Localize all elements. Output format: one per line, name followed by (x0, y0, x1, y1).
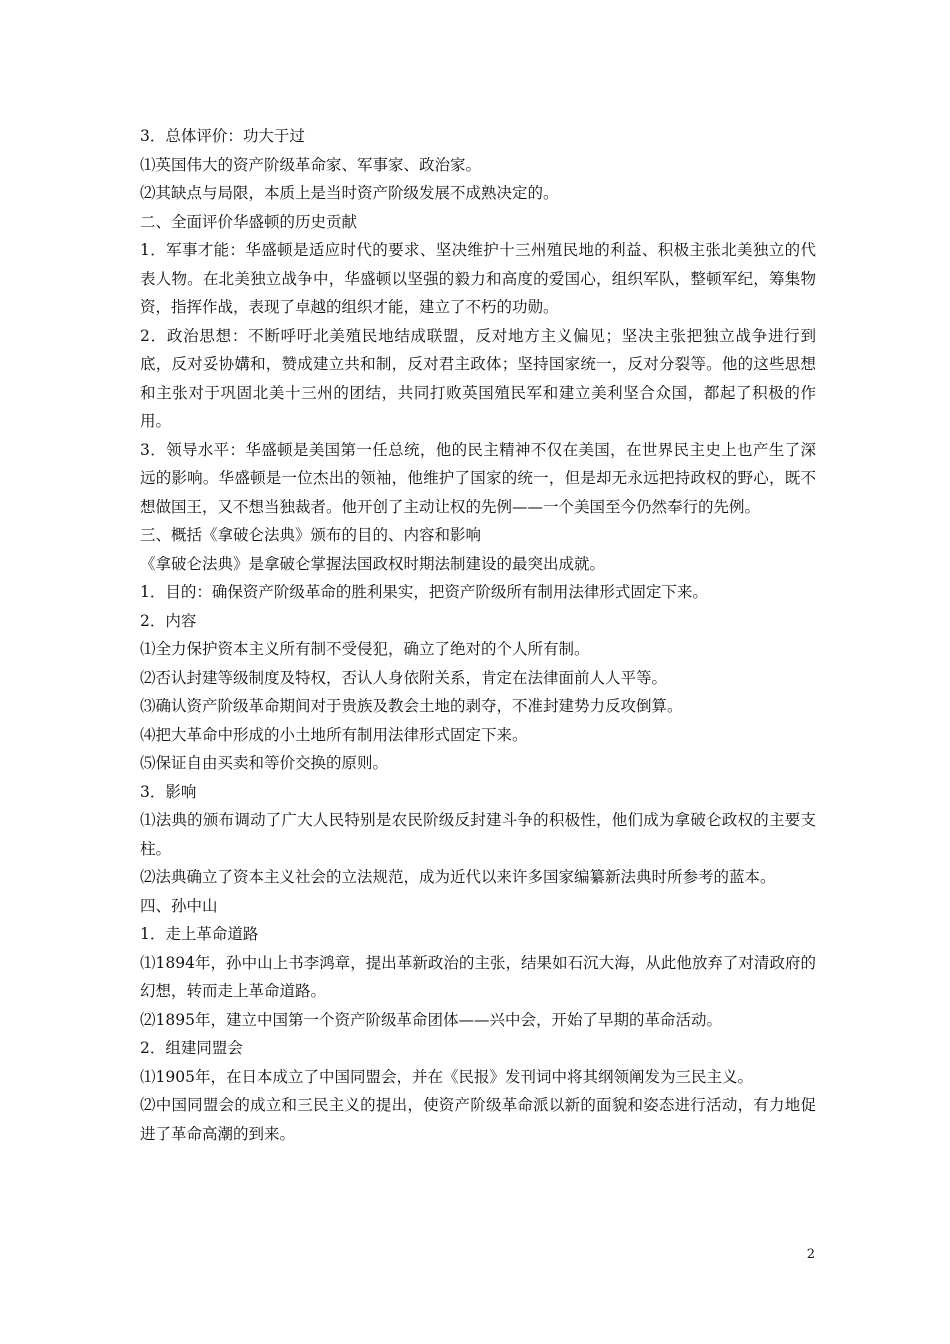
paragraph: 2．政治思想：不断呼吁北美殖民地结成联盟，反对地方主义偏见；坚决主张把独立战争进行到底，反对妥协媾和，赞成建立共和制，反对君主政体；坚持国家统一，反对分裂等。他的这些思想和主张对于巩固北美十三州的团结，共同打败英国殖民军和建立美利坚合众国，都起了积极的作用。 (140, 326, 816, 430)
paragraph: 3．影响 (140, 782, 197, 801)
paragraph: 1．走上革命道路 (140, 925, 259, 943)
section-heading: 三、概括《拿破仑法典》颁布的目的、内容和影响 (140, 526, 482, 544)
paragraph: ⑴1894年，孙中山上书李鸿章，提出革新政治的主张，结果如石沉大海，从此他放弃了对清政府的幻想，转而走上革命道路。 (140, 953, 816, 1000)
paragraph: ⑵中国同盟会的成立和三民主义的提出，使资产阶级革命派以新的面貌和姿态进行活动，有力地促进了革命高潮的到来。 (140, 1096, 816, 1143)
paragraph: 3．领导水平：华盛顿是美国第一任总统，他的民主精神不仅在美国，在世界民主史上也产生了深远的影响。华盛顿是一位杰出的领袖，他维护了国家的统一，但是却无永远把持政权的野心，既不想做国王，又不想当独裁者。他开创了主动让权的先例——一个美国至今仍然奉行的先例。 (140, 440, 816, 516)
paragraph: 2．内容 (140, 611, 197, 630)
paragraph: 1．军事才能：华盛顿是适应时代的要求、坚决维护十三州殖民地的利益、积极主张北美独立的代表人物。在北美独立战争中，华盛顿以坚强的毅力和高度的爱国心，组织军队，整顿军纪，筹集物资，指挥作战，表现了卓越的组织才能，建立了不朽的功勋。 (140, 241, 816, 316)
paragraph: ⑴法典的颁布调动了广大人民特别是农民阶级反封建斗争的积极性，他们成为拿破仑政权的主要支柱。 (140, 811, 816, 858)
paragraph: ⑶确认资产阶级革命期间对于贵族及教会土地的剥夺，不准封建势力反攻倒算。 (140, 697, 683, 715)
paragraph: ⑵其缺点与局限，本质上是当时资产阶级发展不成熟决定的。 (140, 184, 559, 202)
paragraph: 2．组建同盟会 (140, 1039, 243, 1057)
paragraph: ⑴1905年，在日本成立了中国同盟会，并在《民报》发刊词中将其纲领阐发为三民主义。 (140, 1067, 753, 1086)
paragraph: ⑴全力保护资本主义所有制不受侵犯，确立了绝对的个人所有制。 (140, 640, 590, 658)
paragraph: ⑷把大革命中形成的小土地所有制用法律形式固定下来。 (140, 725, 528, 744)
page-number: 2 (806, 1247, 815, 1262)
section-heading: 四、孙中山 (140, 896, 218, 915)
section-heading: 二、全面评价华盛顿的历史贡献 (140, 212, 358, 231)
paragraph: 1．目的：确保资产阶级革命的胜利果实，把资产阶级所有制用法律形式固定下来。 (140, 583, 708, 601)
paragraph: 3．总体评价：功大于过 (140, 127, 305, 145)
paragraph: ⑴英国伟大的资产阶级革命家、军事家、政治家。 (140, 155, 482, 174)
paragraph: ⑵否认封建等级制度及特权，否认人身依附关系，肯定在法律面前人人平等。 (140, 668, 668, 687)
paragraph: ⑵1895年，建立中国第一个资产阶级革命团体——兴中会，开始了早期的革命活动。 (140, 1010, 722, 1029)
paragraph: 《拿破仑法典》是拿破仑掌握法国政权时期法制建设的最突出成就。 (140, 554, 606, 573)
paragraph: ⑸保证自由买卖和等价交换的原则。 (140, 754, 389, 772)
paragraph: ⑵法典确立了资本主义社会的立法规范，成为近代以来许多国家编纂新法典时所参考的蓝本。 (140, 868, 776, 886)
document-body (140, 122, 816, 1148)
